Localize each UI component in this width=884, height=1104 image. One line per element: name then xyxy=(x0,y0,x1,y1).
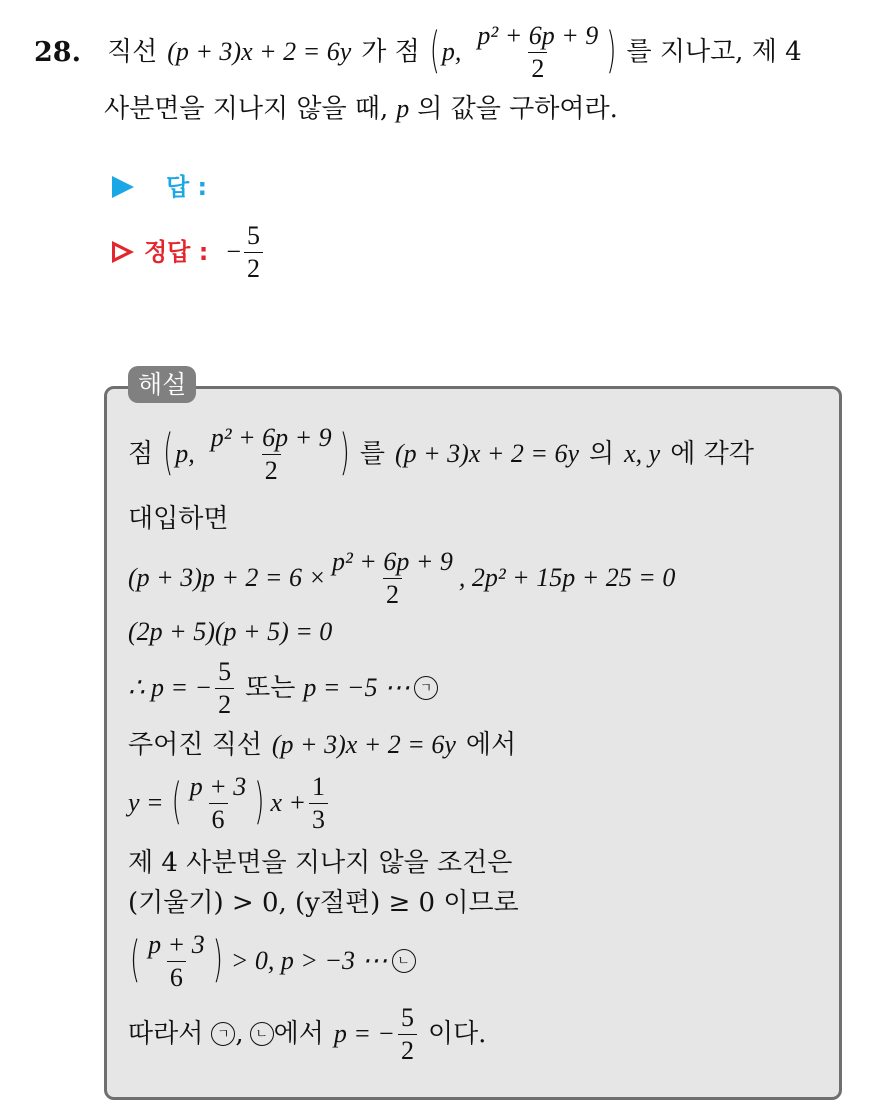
sol-math: > 0, p > −3 ⋯ xyxy=(230,946,388,975)
numerator: p² + 6p + 9 xyxy=(332,546,453,576)
question-text: 직선 xyxy=(106,37,158,67)
circled-mark-2: ㄴ xyxy=(392,949,416,973)
sol-math: (p + 3)p + 2 = 6 × xyxy=(128,563,326,592)
sol-text: , xyxy=(235,1019,244,1049)
point-x: p, xyxy=(441,37,462,66)
solution-line-6 xyxy=(128,730,516,760)
sol-text: 점 xyxy=(128,439,154,469)
fraction xyxy=(187,771,250,834)
fraction xyxy=(145,929,208,992)
sol-text: 에서 xyxy=(465,730,517,760)
sol-text: 또는 xyxy=(245,673,296,703)
point-y-fraction xyxy=(474,20,601,83)
numerator: 5 xyxy=(400,1002,414,1032)
solution-line-9 xyxy=(128,888,519,918)
left-paren: ( xyxy=(130,932,141,990)
fraction xyxy=(215,656,234,719)
question-text: 사분면을 지나지 않을 때, xyxy=(104,94,389,124)
numerator: p + 3 xyxy=(148,929,205,959)
solution-line-7 xyxy=(128,772,331,834)
solution-line-4 xyxy=(128,617,332,647)
sol-text: 따라서 xyxy=(128,1019,204,1049)
line-equation: (p + 3)x + 2 = 6y xyxy=(394,439,579,468)
sol-text: 주어진 직선 xyxy=(128,730,262,760)
sol-text: 에 각각 xyxy=(670,439,754,469)
denominator: 2 xyxy=(244,252,263,282)
denominator: 2 xyxy=(398,1034,417,1064)
question-number: 28. xyxy=(34,36,81,68)
circled-mark-2: ㄴ xyxy=(250,1022,274,1046)
sol-text: 대입하면 xyxy=(128,504,229,534)
fraction xyxy=(329,546,456,609)
correct-answer-row xyxy=(112,222,266,282)
denominator: 2 xyxy=(262,454,281,484)
circled-mark-1: ㄱ xyxy=(211,1022,235,1046)
left-paren: ( xyxy=(163,425,174,483)
numerator: 1 xyxy=(312,771,326,801)
answer-row xyxy=(112,174,207,200)
sol-math: p = − xyxy=(333,1019,395,1048)
correct-answer-label: 정답 : xyxy=(144,238,209,266)
fraction xyxy=(309,771,328,834)
denominator: 2 xyxy=(528,52,547,82)
outline-play-icon xyxy=(112,241,134,263)
numerator: 5 xyxy=(218,656,232,686)
answer-fraction xyxy=(244,220,263,283)
sol-math: (2p + 5)(p + 5) = 0 xyxy=(128,617,333,646)
right-paren: ) xyxy=(254,774,265,832)
vars-xy: x, y xyxy=(624,439,661,468)
left-paren: ( xyxy=(429,23,440,81)
denominator: 6 xyxy=(209,803,228,833)
answer-label: 답 : xyxy=(166,173,208,201)
denominator: 2 xyxy=(383,578,402,608)
solution-tab: 해설 xyxy=(128,366,196,403)
solution-line-1 xyxy=(128,424,754,484)
fraction xyxy=(398,1002,417,1065)
solution-line-8 xyxy=(128,848,512,878)
solution-line-5 xyxy=(128,656,438,719)
answer-sign: − xyxy=(226,237,241,266)
numerator: p + 3 xyxy=(189,771,247,801)
sol-math: p = −5 ⋯ xyxy=(303,673,410,702)
denominator: 6 xyxy=(167,961,186,991)
sol-math: x + xyxy=(270,788,307,817)
right-paren: ) xyxy=(339,425,350,483)
denominator: 2 xyxy=(215,688,234,718)
play-icon xyxy=(112,176,134,198)
numerator: 5 xyxy=(247,220,260,250)
point-y-fraction xyxy=(208,422,335,485)
sol-text: 에서 xyxy=(273,1019,324,1049)
sol-math: , 2p² + 15p + 25 = 0 xyxy=(458,563,676,592)
variable-p: p xyxy=(396,94,410,123)
sol-text: 이다. xyxy=(427,1019,487,1049)
numerator: p² + 6p + 9 xyxy=(477,20,599,50)
circled-mark-1: ㄱ xyxy=(414,676,438,700)
solution-line-3 xyxy=(128,548,675,608)
sol-math: (p + 3)x + 2 = 6y xyxy=(271,730,456,759)
point-x: p, xyxy=(175,439,195,468)
sol-text: 의 xyxy=(588,439,615,469)
question-line-2 xyxy=(104,94,618,124)
question-text: 의 값을 구하여라. xyxy=(417,94,618,124)
question-line-1 xyxy=(34,22,802,82)
question-text: 를 지나고, 제 4 xyxy=(626,37,802,67)
right-paren: ) xyxy=(212,932,223,990)
numerator: p² + 6p + 9 xyxy=(210,422,332,452)
solution-line-10 xyxy=(128,930,416,992)
sol-math: y = xyxy=(128,788,164,817)
solution-line-2 xyxy=(128,504,228,534)
sol-text: 제 4 사분면을 지나지 않을 조건은 xyxy=(128,848,513,878)
sol-text: (기울기) > 0, (y절편) ≥ 0 이므로 xyxy=(128,888,519,918)
denominator: 3 xyxy=(309,803,328,833)
solution-line-11 xyxy=(128,1002,487,1065)
right-paren: ) xyxy=(606,23,617,81)
question-text: 가 점 xyxy=(361,37,420,67)
sol-math: ∴ p = − xyxy=(128,673,213,702)
sol-text: 를 xyxy=(359,439,385,469)
left-paren: ( xyxy=(171,774,182,832)
line-equation: (p + 3)x + 2 = 6y xyxy=(167,37,352,66)
